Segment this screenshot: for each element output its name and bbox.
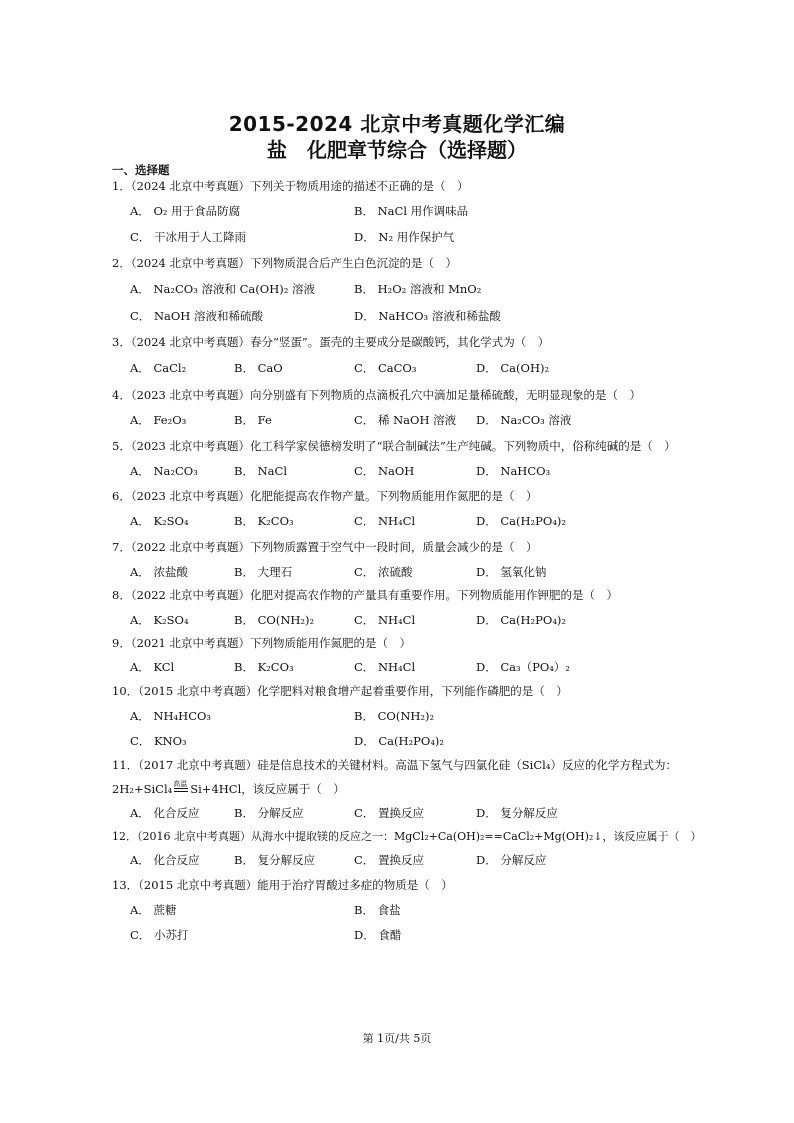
equation-right: Si+4HCl，该反应属于（ ） xyxy=(190,782,345,796)
option-d: D． Ca(H₂PO₄)₂ xyxy=(476,613,567,627)
option-a: A． 蔗糖 xyxy=(130,903,177,917)
option-d: D． Ca₃（PO₄）₂ xyxy=(476,660,571,674)
reaction-condition: 高温 xyxy=(173,780,188,788)
option-b: B． NaCl 用作调味品 xyxy=(354,204,469,218)
question-stem: 1．（2024 北京中考真题）下列关于物质用途的描述不正确的是（ ） xyxy=(112,179,469,193)
option-b: B． CO(NH₂)₂ xyxy=(354,709,435,723)
option-d: D． NaHCO₃ xyxy=(476,464,551,478)
option-b: B． K₂CO₃ xyxy=(234,660,294,674)
option-a: A． NH₄HCO₃ xyxy=(130,709,212,723)
document-title: 2015-2024 北京中考真题化学汇编 xyxy=(228,112,566,136)
question-stem: 6．（2023 北京中考真题）化肥能提高农作物产量。下列物质能用作氮肥的是（ ） xyxy=(112,489,538,503)
option-b: B． CO(NH₂)₂ xyxy=(234,613,315,627)
option-b: B． 食盐 xyxy=(354,903,401,917)
question-stem: 9．（2021 北京中考真题）下列物质能用作氮肥的是（ ） xyxy=(112,636,411,650)
reaction-condition-mark xyxy=(172,782,190,794)
option-c: C． 干冰用于人工降雨 xyxy=(130,230,246,244)
option-b: B． Fe xyxy=(234,413,272,427)
option-c: C． NaOH 溶液和稀硫酸 xyxy=(130,309,263,323)
option-c: C． NH₄Cl xyxy=(354,660,416,674)
option-c: C． KNO₃ xyxy=(130,734,187,748)
option-a: A． CaCl₂ xyxy=(130,361,187,375)
option-d: D． 食醋 xyxy=(354,928,402,942)
option-b: B． H₂O₂ 溶液和 MnO₂ xyxy=(354,282,482,296)
question-stem: 7．（2022 北京中考真题）下列物质露置于空气中一段时间，质量会减少的是（ ） xyxy=(112,540,538,554)
option-a: A． 浓盐酸 xyxy=(130,565,188,579)
option-b: B． NaCl xyxy=(234,464,288,478)
option-b: B． 分解反应 xyxy=(234,806,304,820)
option-c: C． NaOH xyxy=(354,464,415,478)
option-d: D． Ca(OH)₂ xyxy=(476,361,550,375)
option-c: C． 置换反应 xyxy=(354,853,424,867)
option-d: D． 分解反应 xyxy=(476,853,547,867)
option-c: C． NH₄Cl xyxy=(354,613,416,627)
option-b: B． K₂CO₃ xyxy=(234,514,294,528)
question-stem: 10．（2015 北京中考真题）化学肥料对粮食增产起着重要作用，下列能作磷肥的是（ ） xyxy=(112,684,568,698)
question-stem: 11．（2017 北京中考真题）硅是信息技术的关键材料。高温下氢气与四氯化硅（SiCl₄）反应的化学方程式为： xyxy=(112,758,677,772)
question-stem: 2．（2024 北京中考真题）下列物质混合后产生白色沉淀的是（ ） xyxy=(112,256,457,270)
option-a: A． Na₂CO₃ 溶液和 Ca(OH)₂ 溶液 xyxy=(130,282,315,296)
question-stem: 4．（2023 北京中考真题）向分别盛有下列物质的点滴板孔穴中滴加足量稀硫酸，无明显现象的是（ ） xyxy=(112,388,641,402)
option-a: A． 化合反应 xyxy=(130,806,200,820)
option-b: B． 复分解反应 xyxy=(234,853,316,867)
equation-left: 2H₂+SiCl₄ xyxy=(112,782,173,796)
option-d: D． NaHCO₃ 溶液和稀盐酸 xyxy=(354,309,501,323)
option-c: C． 置换反应 xyxy=(354,806,424,820)
option-d: D． 氢氧化钠 xyxy=(476,565,547,579)
question-stem: 12．（2016 北京中考真题）从海水中提取镁的反应之一：MgCl₂+Ca(OH)₂==CaCl₂+Mg(OH)₂↓，该反应属于（ ） xyxy=(112,830,702,843)
option-a: A． O₂ 用于食品防腐 xyxy=(130,204,241,218)
option-b: B． CaO xyxy=(234,361,283,375)
option-c: C． 小苏打 xyxy=(130,928,189,942)
question-stem: 5．（2023 北京中考真题）化工科学家侯德榜发明了“联合制碱法”生产纯碱。下列物质中，俗称纯碱的是（ ） xyxy=(112,439,676,453)
question-stem: 8．（2022 北京中考真题）化肥对提高农作物的产量具有重要作用。下列物质能用作钾肥的是（ ） xyxy=(112,588,618,602)
option-a: A． KCl xyxy=(130,660,175,674)
document-subtitle: 盐 化肥章节综合（选择题） xyxy=(267,138,527,162)
question-stem: 3．（2024 北京中考真题）春分“竖蛋”。蛋壳的主要成分是碳酸钙，其化学式为（ ） xyxy=(112,335,550,349)
option-d: D． 复分解反应 xyxy=(476,806,558,820)
option-a: A． K₂SO₄ xyxy=(130,514,189,528)
option-a: A． K₂SO₄ xyxy=(130,613,189,627)
option-b: B． 大理石 xyxy=(234,565,293,579)
option-c: C． 稀 NaOH 溶液 xyxy=(354,413,457,427)
question-stem: 13．（2015 北京中考真题）能用于治疗胃酸过多症的物质是（ ） xyxy=(112,878,453,892)
section-heading: 一、选择题 xyxy=(112,163,170,177)
option-d: D． Na₂CO₃ 溶液 xyxy=(476,413,572,427)
option-c: C． 浓硫酸 xyxy=(354,565,413,579)
option-d: D． Ca(H₂PO₄)₂ xyxy=(354,734,445,748)
option-a: A． 化合反应 xyxy=(130,853,200,867)
chemical-equation xyxy=(112,782,345,796)
option-c: C． CaCO₃ xyxy=(354,361,417,375)
option-c: C． NH₄Cl xyxy=(354,514,416,528)
page-footer: 第 1页/共 5页 xyxy=(362,1032,432,1045)
option-d: D． Ca(H₂PO₄)₂ xyxy=(476,514,567,528)
option-d: D． N₂ 用作保护气 xyxy=(354,230,455,244)
option-a: A． Fe₂O₃ xyxy=(130,413,187,427)
option-a: A． Na₂CO₃ xyxy=(130,464,198,478)
